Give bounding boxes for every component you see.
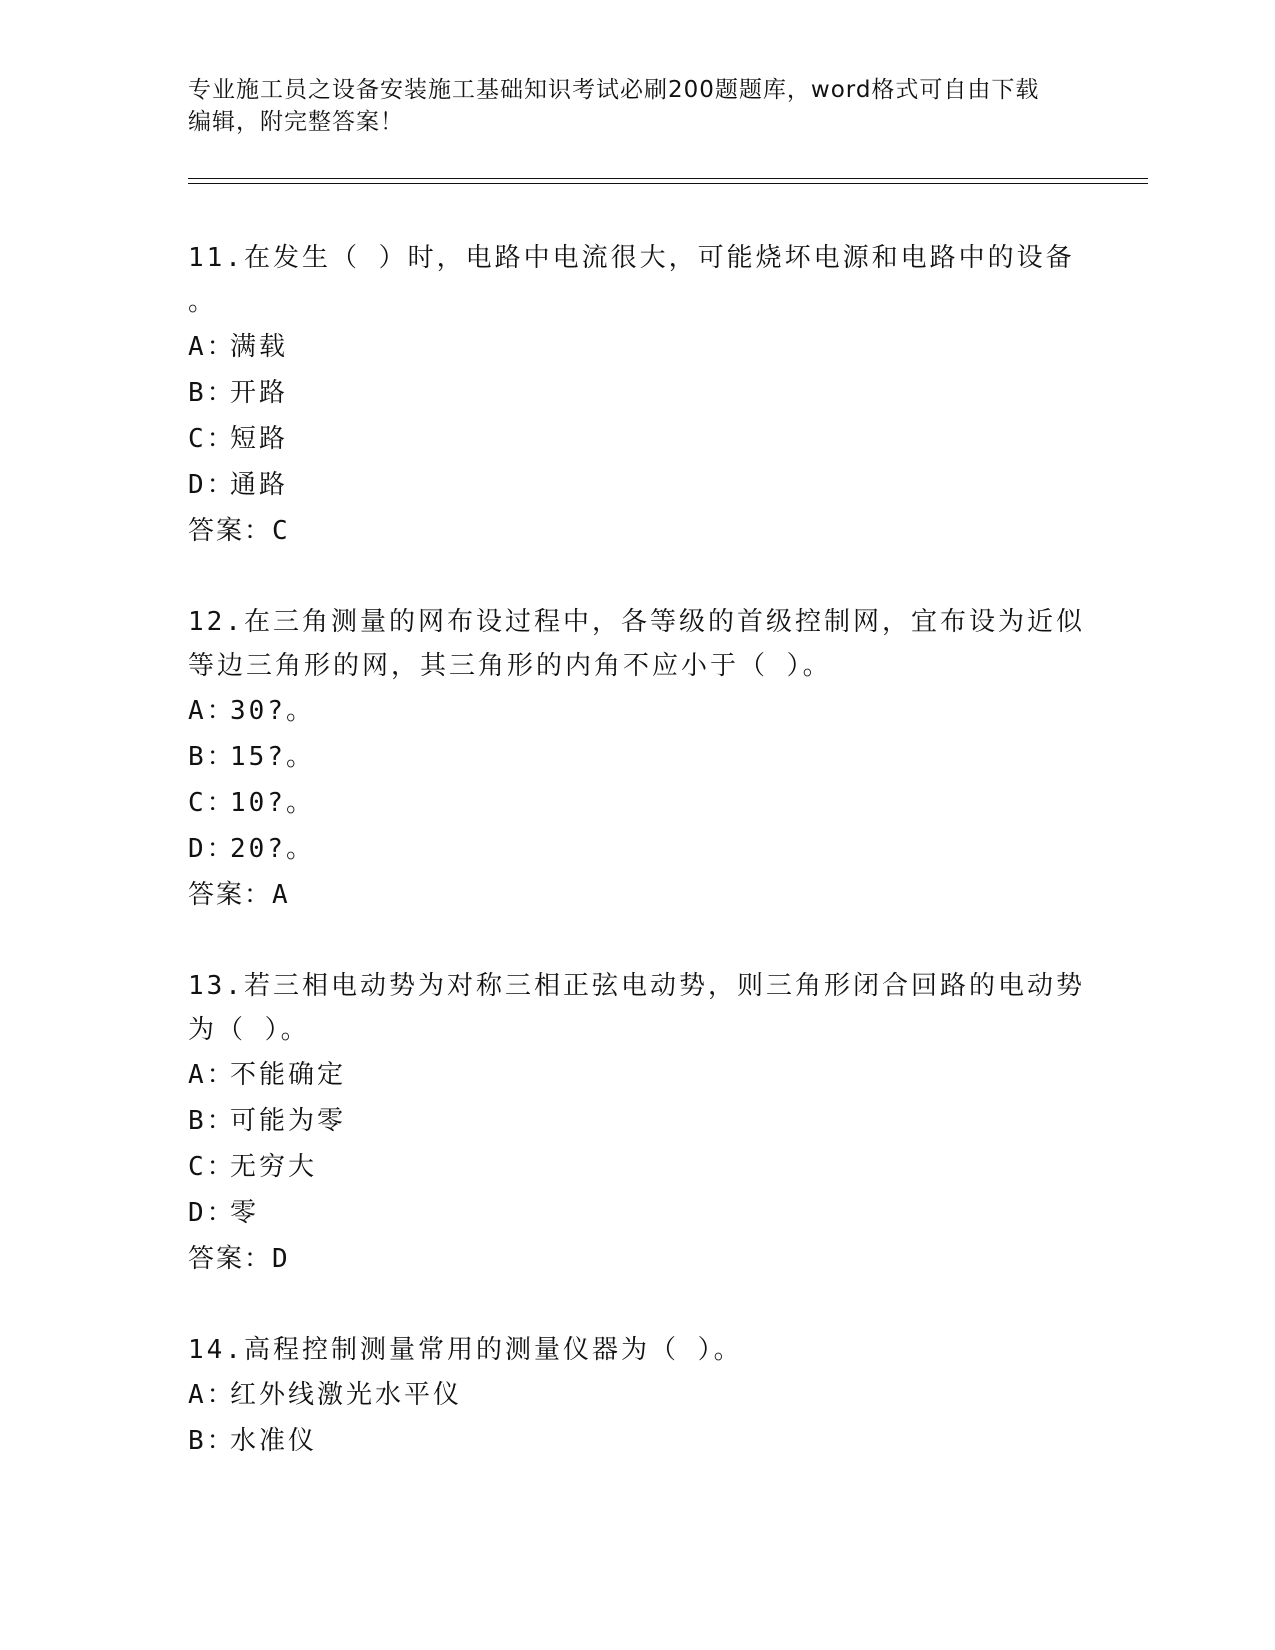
option-text: 可能为零 — [230, 1106, 347, 1136]
header-divider-top — [188, 178, 1148, 179]
header-divider-bottom — [188, 183, 1148, 184]
question-stem-line-1: 13.若三相电动势为对称三相正弦电动势，则三角形闭合回路的电动势 — [188, 971, 1085, 1001]
question-12 — [188, 600, 1088, 918]
question-stem-line-1: 11.在发生（ ）时，电路中电流很大，可能烧坏电源和电路中的设备 — [188, 243, 1075, 273]
answer — [188, 1236, 1088, 1282]
answer-value: A — [272, 880, 290, 910]
option-text: 10?。 — [230, 788, 315, 818]
option-text: 短路 — [230, 424, 289, 454]
question-13 — [188, 964, 1088, 1282]
answer-value: C — [272, 516, 290, 546]
option-key: A： — [188, 332, 236, 362]
option-key: D： — [188, 834, 236, 864]
question-stem-line-2: 等边三角形的网，其三角形的内角不应小于（ ）。 — [188, 651, 832, 681]
option-text: 红外线激光水平仪 — [230, 1380, 463, 1410]
option-key: A： — [188, 1060, 236, 1090]
option-key: B： — [188, 378, 236, 408]
option-key: C： — [188, 1152, 236, 1182]
option-a — [188, 324, 1088, 370]
option-key: B： — [188, 1426, 236, 1456]
option-key: C： — [188, 788, 236, 818]
option-key: D： — [188, 470, 236, 500]
option-a — [188, 688, 1088, 734]
option-key: B： — [188, 742, 236, 772]
option-text: 不能确定 — [230, 1060, 347, 1090]
option-b — [188, 370, 1088, 416]
option-b — [188, 734, 1088, 780]
option-key: C： — [188, 424, 236, 454]
option-key: B： — [188, 1106, 236, 1136]
answer-value: D — [272, 1244, 290, 1274]
option-b — [188, 1098, 1088, 1144]
answer-label: 答案： — [188, 880, 273, 910]
option-c — [188, 416, 1088, 462]
option-text: 零 — [230, 1198, 260, 1228]
question-stem-line-2: 。 — [188, 287, 218, 317]
option-c — [188, 1144, 1088, 1190]
option-a — [188, 1372, 1088, 1418]
answer-label: 答案： — [188, 1244, 273, 1274]
option-d — [188, 826, 1088, 872]
question-14 — [188, 1328, 1088, 1464]
option-key: A： — [188, 696, 236, 726]
header-title-line-1: 专业施工员之设备安装施工基础知识考试必刷200题题库，word格式可自由下载 — [188, 77, 1040, 103]
answer-label: 答案： — [188, 516, 273, 546]
question-stem-line-1: 12.在三角测量的网布设过程中，各等级的首级控制网，宜布设为近似 — [188, 607, 1085, 637]
question-stem-line-1: 14.高程控制测量常用的测量仪器为（ ）。 — [188, 1335, 743, 1365]
option-key: D： — [188, 1198, 236, 1228]
option-b — [188, 1418, 1088, 1464]
option-key: A： — [188, 1380, 236, 1410]
option-text: 20?。 — [230, 834, 315, 864]
option-d — [188, 1190, 1088, 1236]
option-text: 开路 — [230, 378, 289, 408]
option-a — [188, 1052, 1088, 1098]
option-text: 15?。 — [230, 742, 315, 772]
option-d — [188, 462, 1088, 508]
answer — [188, 508, 1088, 554]
question-11 — [188, 236, 1088, 554]
option-text: 水准仪 — [230, 1426, 318, 1456]
document-header — [188, 74, 1068, 138]
option-text: 通路 — [230, 470, 289, 500]
header-title-line-2: 编辑，附完整答案！ — [188, 109, 404, 135]
option-c — [188, 780, 1088, 826]
question-stem-line-2: 为（ ）。 — [188, 1015, 310, 1045]
option-text: 无穷大 — [230, 1152, 318, 1182]
option-text: 满载 — [230, 332, 289, 362]
answer — [188, 872, 1088, 918]
option-text: 30?。 — [230, 696, 315, 726]
